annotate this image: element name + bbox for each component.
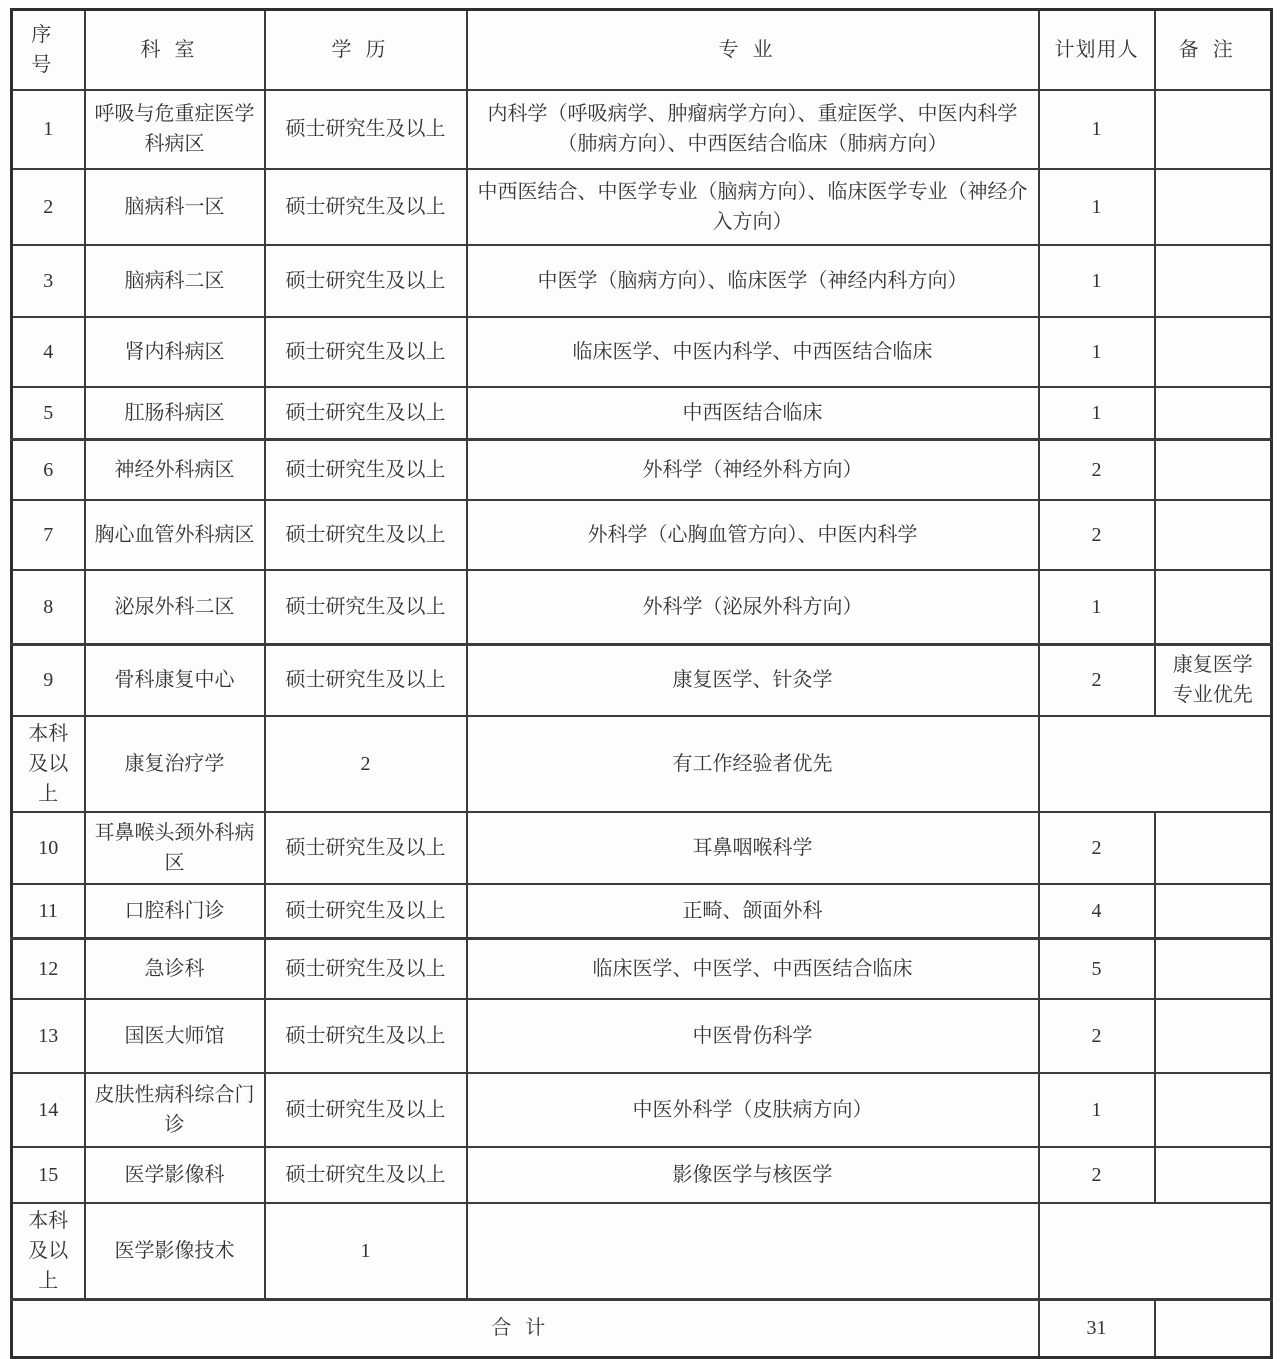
degree-cell: 硕士研究生及以上 — [265, 1147, 467, 1203]
major-cell: 外科学（泌尿外科方向） — [467, 570, 1039, 645]
column-header-seq: 序号 — [12, 10, 85, 90]
total-label-cell: 合计 — [12, 1299, 1039, 1357]
department-cell: 胸心血管外科病区 — [85, 500, 265, 570]
department-cell: 骨科康复中心 — [85, 645, 265, 716]
seq-cell: 5 — [12, 387, 85, 440]
column-header-headcount: 计划用人 — [1039, 10, 1155, 90]
department-cell: 呼吸与危重症医学科病区 — [85, 90, 265, 169]
major-cell: 医学影像技术 — [85, 1203, 265, 1300]
table-row — [12, 570, 1272, 645]
table-row — [12, 500, 1272, 570]
degree-cell: 本科及以上 — [12, 716, 85, 812]
degree-cell: 本科及以上 — [12, 1203, 85, 1300]
seq-cell: 9 — [12, 645, 85, 716]
seq-cell: 6 — [12, 440, 85, 500]
headcount-cell: 1 — [1039, 570, 1155, 645]
major-cell: 外科学（神经外科方向） — [467, 440, 1039, 500]
remark-cell — [1155, 90, 1272, 169]
headcount-cell: 1 — [265, 1203, 467, 1300]
seq-cell: 13 — [12, 999, 85, 1073]
degree-cell: 硕士研究生及以上 — [265, 387, 467, 440]
department-cell: 脑病科一区 — [85, 169, 265, 245]
major-cell: 耳鼻咽喉科学 — [467, 812, 1039, 884]
column-header-department: 科室 — [85, 10, 265, 90]
remark-cell — [1155, 812, 1272, 884]
remark-cell — [467, 1203, 1039, 1300]
column-header-major: 专业 — [467, 10, 1039, 90]
remark-cell — [1155, 1073, 1272, 1147]
department-cell: 泌尿外科二区 — [85, 570, 265, 645]
table-row — [12, 317, 1272, 387]
degree-cell: 硕士研究生及以上 — [265, 169, 467, 245]
seq-cell: 1 — [12, 90, 85, 169]
recruitment-plan-table — [10, 8, 1273, 1359]
table-row — [12, 90, 1272, 169]
headcount-cell: 2 — [1039, 440, 1155, 500]
department-cell: 医学影像科 — [85, 1147, 265, 1203]
headcount-cell: 1 — [1039, 387, 1155, 440]
table-row — [12, 645, 1272, 716]
degree-cell: 硕士研究生及以上 — [265, 440, 467, 500]
degree-cell: 硕士研究生及以上 — [265, 500, 467, 570]
table-row — [12, 716, 1272, 812]
major-cell: 影像医学与核医学 — [467, 1147, 1039, 1203]
table-row — [12, 245, 1272, 317]
header-row — [12, 10, 1272, 90]
headcount-cell: 5 — [1039, 939, 1155, 999]
remark-cell — [1155, 1299, 1272, 1357]
department-cell: 脑病科二区 — [85, 245, 265, 317]
major-cell: 康复医学、针灸学 — [467, 645, 1039, 716]
remark-cell — [1155, 387, 1272, 440]
table-row — [12, 387, 1272, 440]
seq-cell: 8 — [12, 570, 85, 645]
headcount-cell: 31 — [1039, 1299, 1155, 1357]
major-cell: 中医外科学（皮肤病方向） — [467, 1073, 1039, 1147]
remark-cell — [1155, 440, 1272, 500]
degree-cell: 硕士研究生及以上 — [265, 884, 467, 939]
degree-cell: 硕士研究生及以上 — [265, 245, 467, 317]
department-cell: 口腔科门诊 — [85, 884, 265, 939]
headcount-cell: 2 — [1039, 500, 1155, 570]
department-cell: 耳鼻喉头颈外科病区 — [85, 812, 265, 884]
remark-cell: 有工作经验者优先 — [467, 716, 1039, 812]
department-cell: 急诊科 — [85, 939, 265, 999]
column-header-degree: 学历 — [265, 10, 467, 90]
degree-cell: 硕士研究生及以上 — [265, 317, 467, 387]
table-row — [12, 1299, 1272, 1357]
seq-cell: 12 — [12, 939, 85, 999]
degree-cell: 硕士研究生及以上 — [265, 939, 467, 999]
remark-cell: 康复医学专业优先 — [1155, 645, 1272, 716]
table-row — [12, 939, 1272, 999]
table-row — [12, 169, 1272, 245]
department-cell: 国医大师馆 — [85, 999, 265, 1073]
table-row — [12, 1147, 1272, 1203]
table-row — [12, 999, 1272, 1073]
major-cell: 中西医结合临床 — [467, 387, 1039, 440]
degree-cell: 硕士研究生及以上 — [265, 570, 467, 645]
seq-cell: 2 — [12, 169, 85, 245]
column-header-remark: 备注 — [1155, 10, 1272, 90]
remark-cell — [1155, 1147, 1272, 1203]
remark-cell — [1155, 999, 1272, 1073]
headcount-cell: 2 — [265, 716, 467, 812]
headcount-cell: 1 — [1039, 1073, 1155, 1147]
table-row — [12, 812, 1272, 884]
headcount-cell: 1 — [1039, 245, 1155, 317]
seq-cell: 3 — [12, 245, 85, 317]
remark-cell — [1155, 169, 1272, 245]
headcount-cell: 1 — [1039, 317, 1155, 387]
headcount-cell: 1 — [1039, 90, 1155, 169]
degree-cell: 硕士研究生及以上 — [265, 812, 467, 884]
table-body — [12, 90, 1272, 1358]
remark-cell — [1155, 939, 1272, 999]
headcount-cell: 2 — [1039, 812, 1155, 884]
headcount-cell: 2 — [1039, 645, 1155, 716]
major-cell: 内科学（呼吸病学、肿瘤病学方向）、重症医学、中医内科学（肺病方向）、中西医结合临床（肺病方向） — [467, 90, 1039, 169]
major-cell: 临床医学、中医学、中西医结合临床 — [467, 939, 1039, 999]
table-row — [12, 1203, 1272, 1300]
seq-cell: 4 — [12, 317, 85, 387]
headcount-cell: 2 — [1039, 1147, 1155, 1203]
major-cell: 康复治疗学 — [85, 716, 265, 812]
headcount-cell: 1 — [1039, 169, 1155, 245]
seq-cell: 15 — [12, 1147, 85, 1203]
remark-cell — [1155, 317, 1272, 387]
seq-cell: 14 — [12, 1073, 85, 1147]
remark-cell — [1155, 570, 1272, 645]
remark-cell — [1155, 884, 1272, 939]
major-cell: 中医学（脑病方向）、临床医学（神经内科方向） — [467, 245, 1039, 317]
remark-cell — [1155, 245, 1272, 317]
table-row — [12, 1073, 1272, 1147]
remark-cell — [1155, 500, 1272, 570]
major-cell: 外科学（心胸血管方向）、中医内科学 — [467, 500, 1039, 570]
major-cell: 中医骨伤科学 — [467, 999, 1039, 1073]
degree-cell: 硕士研究生及以上 — [265, 1073, 467, 1147]
headcount-cell: 4 — [1039, 884, 1155, 939]
headcount-cell: 2 — [1039, 999, 1155, 1073]
degree-cell: 硕士研究生及以上 — [265, 999, 467, 1073]
table-row — [12, 440, 1272, 500]
major-cell: 正畸、颌面外科 — [467, 884, 1039, 939]
major-cell: 临床医学、中医内科学、中西医结合临床 — [467, 317, 1039, 387]
seq-cell: 11 — [12, 884, 85, 939]
seq-cell: 10 — [12, 812, 85, 884]
table-row — [12, 884, 1272, 939]
department-cell: 肛肠科病区 — [85, 387, 265, 440]
seq-cell: 7 — [12, 500, 85, 570]
department-cell: 皮肤性病科综合门诊 — [85, 1073, 265, 1147]
degree-cell: 硕士研究生及以上 — [265, 645, 467, 716]
department-cell: 肾内科病区 — [85, 317, 265, 387]
degree-cell: 硕士研究生及以上 — [265, 90, 467, 169]
major-cell: 中西医结合、中医学专业（脑病方向）、临床医学专业（神经介入方向） — [467, 169, 1039, 245]
department-cell: 神经外科病区 — [85, 440, 265, 500]
